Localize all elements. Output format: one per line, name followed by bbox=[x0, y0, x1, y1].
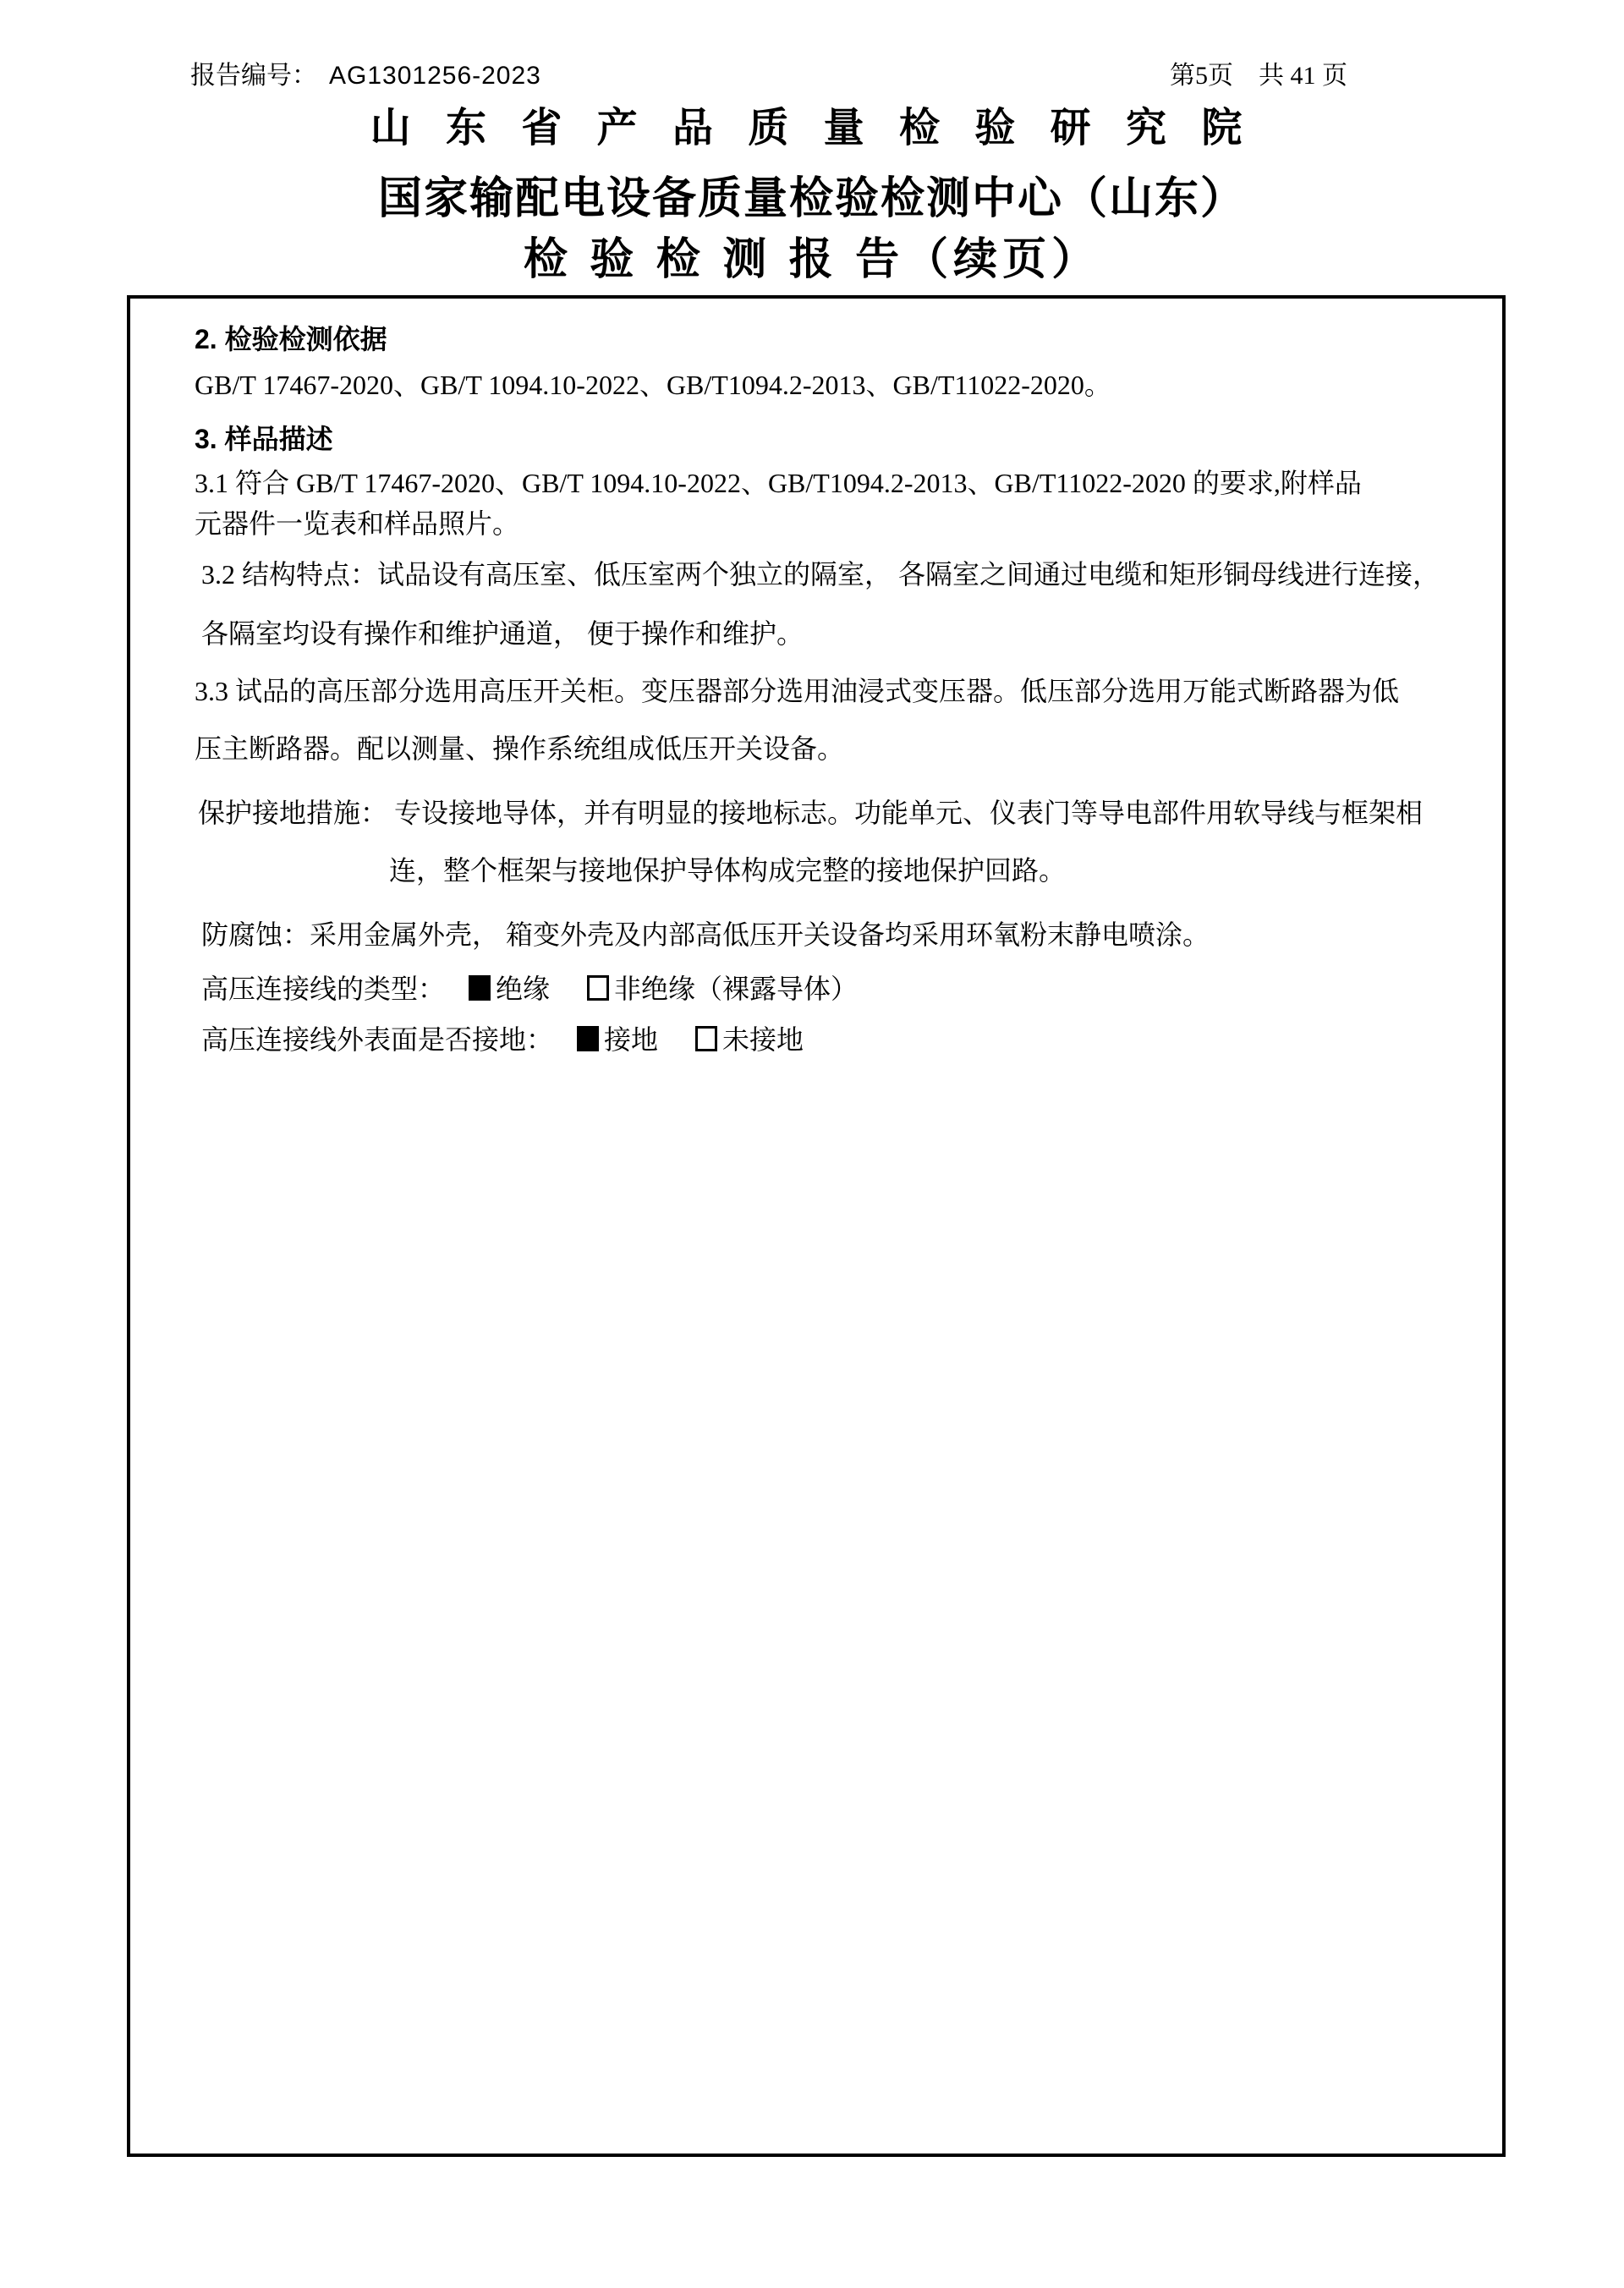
hv-connection-type-option-non-insulated: 非绝缘（裸露导体） bbox=[614, 974, 859, 1004]
protective-grounding-line2: 连，整个框架与接地保护导体构成完整的接地保护回路。 bbox=[389, 855, 1067, 886]
checkbox-unchecked-icon bbox=[695, 1026, 717, 1051]
section2-standards-text: GB/T 17467-2020、GB/T 1094.10-2022、GB/T1094.2-2013、GB/T11022-2020。 bbox=[195, 370, 1111, 400]
report-content-box bbox=[127, 295, 1506, 2157]
institute-title-line1: 山 东 省 产 品 质 量 检 验 研 究 院 bbox=[370, 106, 1254, 151]
hv-surface-grounded-option-ungrounded: 未接地 bbox=[722, 1024, 804, 1055]
hv-surface-grounded-option-grounded: 接地 bbox=[604, 1024, 659, 1055]
paragraph-3-1-line1: 3.1 符合 GB/T 17467-2020、GB/T 1094.10-2022、GB/T1094.2-2013、GB/T11022-2020 的要求,附样品 bbox=[195, 468, 1362, 498]
paragraph-3-2-line1: 3.2 结构特点：试品设有高压室、低压室两个独立的隔室， 各隔室之间通过电缆和矩形铜母线进行连接， bbox=[201, 559, 1440, 590]
report-number-label: 报告编号： bbox=[190, 62, 317, 90]
report-number-value: AG1301256-2023 bbox=[329, 62, 541, 90]
anticorrosion-line: 防腐蚀：采用金属外壳， 箱变外壳及内部高低压开关设备均采用环氧粉末静电喷涂。 bbox=[201, 919, 1210, 950]
paragraph-3-2-line2: 各隔室均设有操作和维护通道， 便于操作和维护。 bbox=[201, 618, 804, 649]
hv-surface-grounded-row bbox=[201, 1023, 804, 1056]
paragraph-3-3-line1: 3.3 试品的高压部分选用高压开关柜。变压器部分选用油浸式变压器。低压部分选用万能式断路器为低 bbox=[195, 676, 1400, 706]
paragraph-3-1-line2: 元器件一览表和样品照片。 bbox=[195, 508, 520, 539]
checkbox-unchecked-icon bbox=[587, 975, 609, 1001]
institute-title-line2: 国家输配电设备质量检验检测中心（山东） bbox=[377, 174, 1246, 223]
section2-heading: 2. 检验检测依据 bbox=[195, 324, 387, 354]
hv-connection-type-option-insulated: 绝缘 bbox=[496, 974, 551, 1004]
protective-grounding-line1: 保护接地措施： 专设接地导体，并有明显的接地标志。功能单元、仪表门等导电部件用软导线与框架相 bbox=[198, 798, 1424, 828]
hv-surface-grounded-label: 高压连接线外表面是否接地： bbox=[201, 1024, 554, 1055]
checkbox-checked-icon bbox=[577, 1026, 599, 1051]
section3-heading: 3. 样品描述 bbox=[195, 424, 333, 454]
hv-connection-type-label: 高压连接线的类型： bbox=[201, 974, 446, 1004]
page-indicator: 第5页 共 41 页 bbox=[1170, 62, 1347, 90]
paragraph-3-3-line2: 压主断路器。配以测量、操作系统组成低压开关设备。 bbox=[195, 733, 845, 764]
report-title-line: 检 验 检 测 报 告（续页） bbox=[523, 235, 1101, 284]
checkbox-checked-icon bbox=[469, 975, 491, 1001]
hv-connection-type-row bbox=[201, 972, 858, 1006]
report-number bbox=[190, 54, 541, 91]
